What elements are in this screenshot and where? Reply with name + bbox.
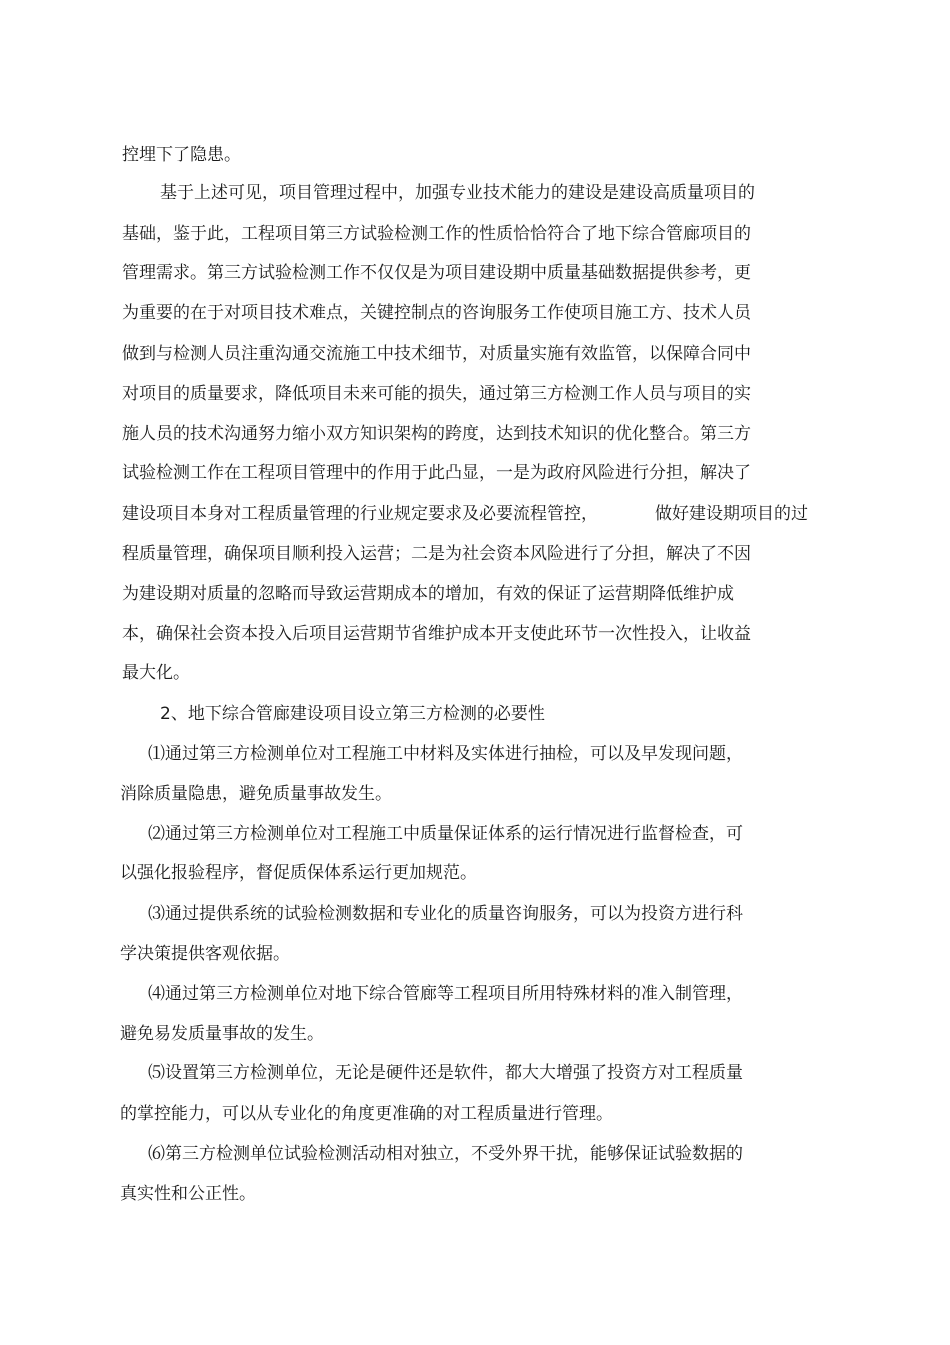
list-item-1-continued: 消除质量隐患，避免质量事故发生。 <box>120 784 392 804</box>
text-line: 对项目的质量要求，降低项目未来可能的损失，通过第三方检测工作人员与项目的实 <box>122 384 751 404</box>
list-item-5-continued: 的掌控能力，可以从专业化的角度更准确的对工程质量进行管理。 <box>120 1104 613 1124</box>
list-item-2-continued: 以强化报验程序，督促质保体系运行更加规范。 <box>120 863 477 883</box>
paragraph-first-line: 基于上述可见，项目管理过程中，加强专业技术能力的建设是建设高质量项目的 <box>160 183 755 203</box>
text-line: 为重要的在于对项目技术难点，关键控制点的咨询服务工作使项目施工方、技术人员 <box>122 303 751 323</box>
text-line: 程质量管理，确保项目顺利投入运营；二是为社会资本风险进行了分担，解决了不因 <box>122 544 751 564</box>
list-item-6-continued: 真实性和公正性。 <box>120 1184 256 1204</box>
text-line: 基础，鉴于此，工程项目第三方试验检测工作的性质恰恰符合了地下综合管廊项目的 <box>122 224 751 244</box>
text-line: 建设项目本身对工程质量管理的行业规定要求及必要流程管控， <box>122 504 598 524</box>
text-line: 做到与检测人员注重沟通交流施工中技术细节，对质量实施有效监管，以保障合同中 <box>122 344 751 364</box>
list-item-4: ⑷通过第三方检测单位对地下综合管廊等工程项目所用特殊材料的准入制管理， <box>148 984 743 1004</box>
text-line: 施人员的技术沟通努力缩小双方知识架构的跨度，达到技术知识的优化整合。第三方 <box>122 424 751 444</box>
list-item-4-continued: 避免易发质量事故的发生。 <box>120 1024 324 1044</box>
list-item-3-continued: 学决策提供客观依据。 <box>120 944 290 964</box>
section-heading: 2、地下综合管廊建设项目设立第三方检测的必要性 <box>160 704 545 724</box>
list-item-2: ⑵通过第三方检测单位对工程施工中质量保证体系的运行情况进行监督检查，可 <box>148 824 743 844</box>
text-line: 管理需求。第三方试验检测工作不仅仅是为项目建设期中质量基础数据提供参考，更 <box>122 263 751 283</box>
list-item-6: ⑹第三方检测单位试验检测活动相对独立，不受外界干扰，能够保证试验数据的 <box>148 1144 743 1164</box>
text-line-continued: 做好建设期项目的过 <box>655 504 808 524</box>
text-line: 最大化。 <box>122 663 190 683</box>
text-line: 为建设期对质量的忽略而导致运营期成本的增加，有效的保证了运营期降低维护成 <box>122 584 734 604</box>
list-item-1: ⑴通过第三方检测单位对工程施工中材料及实体进行抽检，可以及早发现问题， <box>148 744 743 764</box>
text-line: 控埋下了隐患。 <box>122 145 241 165</box>
list-item-5: ⑸设置第三方检测单位，无论是硬件还是软件，都大大增强了投资方对工程质量 <box>148 1063 743 1083</box>
text-line: 试验检测工作在工程项目管理中的作用于此凸显，一是为政府风险进行分担，解决了 <box>122 463 751 483</box>
list-item-3: ⑶通过提供系统的试验检测数据和专业化的质量咨询服务，可以为投资方进行科 <box>148 904 743 924</box>
text-line: 本，确保社会资本投入后项目运营期节省维护成本开支使此环节一次性投入，让收益 <box>122 624 751 644</box>
